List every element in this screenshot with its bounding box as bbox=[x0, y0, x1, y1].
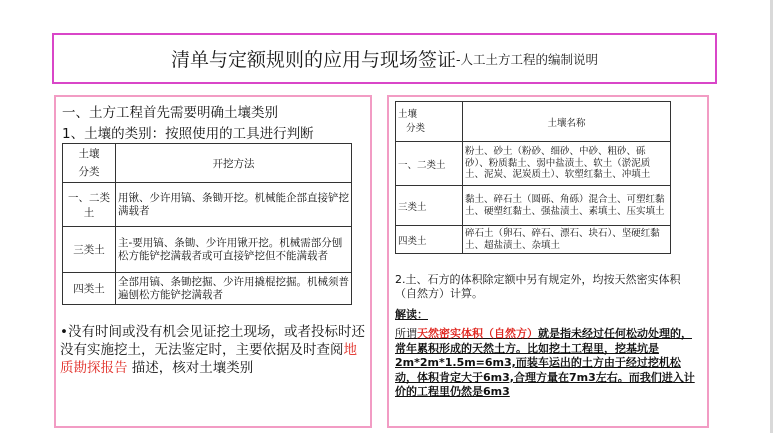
table-row bbox=[63, 273, 352, 305]
table-row bbox=[63, 227, 352, 273]
soil-name-cell: 碎石土（卵石、碎石、漂石、块石）、坚硬红黏土、超盐渍土、杂填土 bbox=[463, 226, 671, 254]
method-cell: 主-要用镐、条锄、少许用锹开挖。机械需部分刨松方能铲挖满载者或可直接铲挖但不能满载者 bbox=[116, 227, 352, 273]
table-header-row bbox=[396, 102, 671, 142]
slide-title-box bbox=[52, 33, 717, 84]
table-header-row bbox=[63, 144, 352, 183]
table-row bbox=[396, 186, 671, 226]
right-panel bbox=[387, 95, 709, 428]
table-row bbox=[396, 226, 671, 254]
header-class-label: 分类 bbox=[406, 122, 426, 134]
category-cell: 四类土 bbox=[396, 226, 463, 254]
header-method-cell: 开挖方法 bbox=[116, 144, 352, 183]
slide-title: 清单与定额规则的应用与现场签证 bbox=[170, 49, 456, 71]
bullet-text-start: •没有时间或没有机会见证挖土现场，或者投标时还没有实施挖土，无法鉴定时，主要依据及时查阅 bbox=[60, 324, 365, 358]
soil-digging-table bbox=[62, 143, 352, 305]
category-cell: 三类土 bbox=[63, 227, 116, 273]
left-panel bbox=[54, 95, 372, 428]
explain-prefix: 所谓 bbox=[395, 327, 417, 340]
category-cell: 四类土 bbox=[63, 273, 116, 305]
explain-body: 就是指未经过任何松动处理的，常年累积形成的天然土方。比如挖土工程里，挖基坑是2m*2m*1.5m=6m3,而装车运出的土方由于经过挖机松动，体积肯定大于6m3,合理方量在7m3左右。而我们进入计价的工程里仍然是6m3 bbox=[395, 327, 695, 398]
header-class-label: 分类 bbox=[78, 166, 100, 178]
soil-name-cell: 粉土、砂土（粉砂、细砂、中砂、粗砂、砾砂）、粉质黏土、弱中盐渍土、软土（淤泥质土、泥炭、泥炭质土）、软塑红黏土、冲填土 bbox=[463, 142, 671, 186]
bullet-text-end: 描述，核对土壤类别 bbox=[127, 360, 254, 376]
explain-label: 解读： bbox=[395, 308, 428, 321]
highlight-geology-report: 地质勘探报告 bbox=[60, 342, 357, 376]
table-row bbox=[63, 183, 352, 227]
category-cell: 一、二类土 bbox=[396, 142, 463, 186]
header-category-cell bbox=[396, 102, 463, 142]
bullet-paragraph bbox=[60, 323, 366, 377]
slide-subtitle: -人工土方工程的编制说明 bbox=[456, 51, 599, 67]
table-row bbox=[396, 142, 671, 186]
header-soil-label: 土壤 bbox=[78, 148, 100, 160]
header-category-cell bbox=[63, 144, 116, 183]
method-cell: 全部用镐、条锄挖掘、少许用撬棍挖掘。机械须普遍刨松方能铲挖满载者 bbox=[116, 273, 352, 305]
soil-name-cell: 黏土、碎石土（圆砾、角砾）混合土、可塑红黏土、硬塑红黏土、强盐渍土、素填土、压实填土 bbox=[463, 186, 671, 226]
category-cell: 三类土 bbox=[396, 186, 463, 226]
section-heading: 一、土方工程首先需要明确土壤类别 bbox=[62, 105, 278, 121]
highlight-natural-volume: 天然密实体积（自然方） bbox=[417, 327, 538, 340]
category-cell: 一、二类土 bbox=[63, 183, 116, 227]
header-soil-label: 土壤 bbox=[398, 108, 418, 120]
soil-name-table bbox=[395, 101, 671, 254]
explain-paragraph bbox=[395, 327, 700, 400]
section-subheading: 1、土壤的类别：按照使用的工具进行判断 bbox=[62, 126, 314, 142]
header-name-cell: 土壤名称 bbox=[463, 102, 671, 142]
volume-rule-note: 2.土、石方的体积除定额中另有规定外，均按天然密实体积（自然方）计算。 bbox=[395, 273, 681, 300]
method-cell: 用锹、少许用镐、条锄开挖。机械能企部直接铲挖满载者 bbox=[116, 183, 352, 227]
